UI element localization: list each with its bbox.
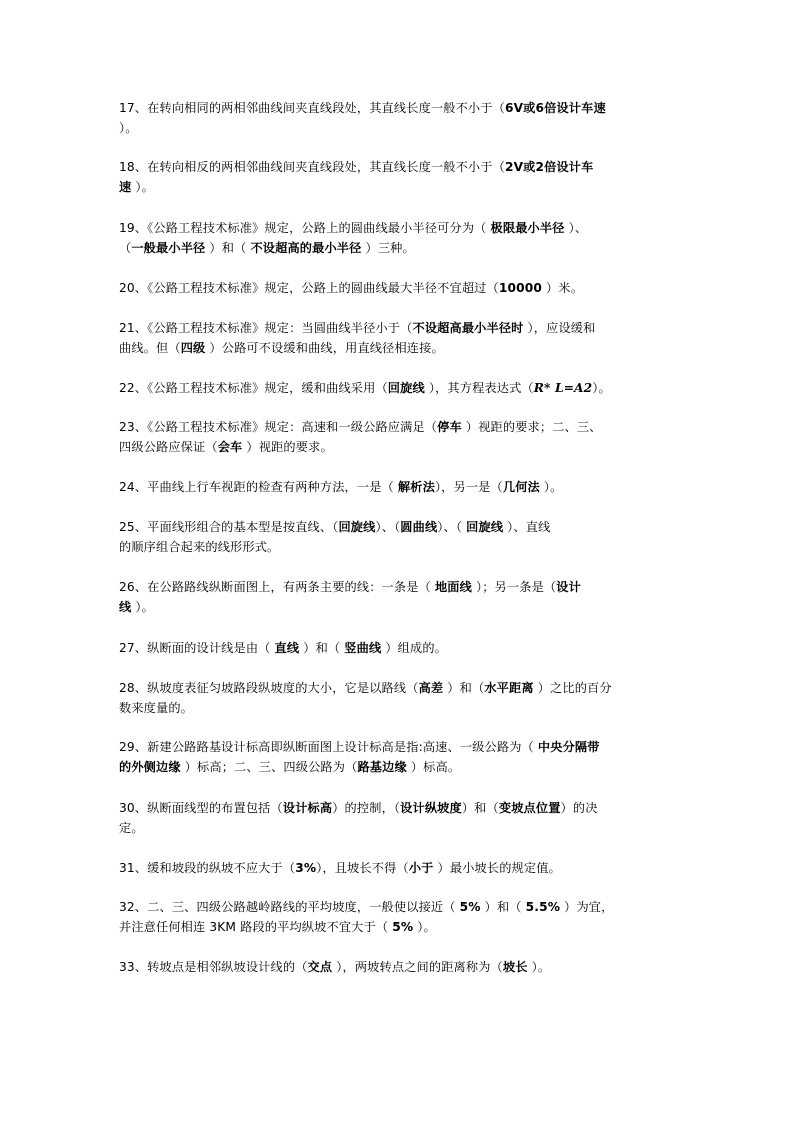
- question-text: 四级公路应保证（: [119, 440, 218, 454]
- answer-text: 速: [119, 180, 132, 194]
- question-31: [119, 858, 683, 878]
- question-text: ）的决: [560, 801, 598, 815]
- question-27: [119, 638, 683, 658]
- question-text: ），其方程表达式（: [424, 381, 534, 395]
- question-text: ）和（: [205, 241, 251, 255]
- question-text: ），另一是（: [434, 480, 503, 494]
- question-text: ）之比的百分: [533, 681, 612, 695]
- question-line: [119, 177, 683, 197]
- answer-text: 的外侧边缘: [119, 760, 181, 774]
- question-line: [119, 417, 683, 437]
- answer-text: 一般最小半径: [131, 241, 206, 255]
- question-text: （: [119, 241, 132, 255]
- question-text: ）标高；二、三、四级公路为（: [180, 760, 358, 774]
- answer-text: 不设超高的最小半径: [250, 241, 362, 255]
- answer-text: 几何法: [502, 480, 540, 494]
- question-text: 定。: [119, 821, 144, 835]
- question-text: ），应设缓和: [523, 321, 596, 335]
- answer-text: 2V或2倍设计车: [504, 160, 594, 174]
- question-text: 数来度量的。: [119, 701, 194, 715]
- question-text: 22、《公路工程技术标准》规定，缓和曲线采用（: [119, 381, 388, 395]
- answer-text: 设计纵坡度: [400, 801, 462, 815]
- question-text: ）和（: [461, 801, 499, 815]
- question-line: [119, 238, 683, 258]
- question-line: [119, 757, 683, 777]
- question-line: [119, 737, 683, 757]
- question-text: ）。: [592, 381, 611, 395]
- question-text: ）为宜，: [560, 900, 614, 914]
- question-22: [119, 378, 683, 398]
- answer-text: 10000: [498, 281, 542, 295]
- question-line: [119, 537, 683, 557]
- question-text: ）、: [564, 221, 588, 235]
- question-18: [119, 157, 683, 197]
- question-text: ）、直线: [503, 520, 551, 534]
- answer-text: 四级: [180, 341, 206, 355]
- question-19: [119, 218, 683, 258]
- question-line: [119, 818, 683, 838]
- question-25: [119, 517, 683, 557]
- answer-text: 直线: [274, 641, 300, 655]
- answer-text: 圆曲线: [400, 520, 438, 534]
- question-line: [119, 378, 683, 398]
- question-text: ）。: [131, 600, 154, 614]
- question-line: [119, 318, 683, 338]
- answer-text: 5%: [459, 900, 481, 914]
- question-text: 24、平曲线上行车视距的检查有两种方法，一是（: [119, 480, 398, 494]
- question-32: [119, 897, 683, 937]
- question-text: 23、《公路工程技术标准》规定：高速和一级公路应满足（: [119, 420, 438, 434]
- answer-text: 5%: [392, 920, 414, 934]
- question-text: 20、《公路工程技术标准》规定，公路上的圆曲线最大半径不宜超过（: [119, 281, 499, 295]
- question-26: [119, 577, 683, 617]
- question-text: ）组成的。: [381, 641, 448, 655]
- question-text: 27、纵断面的设计线是由（: [119, 641, 275, 655]
- question-text: 25、平面线形组合的基本型是按直线、（: [119, 520, 339, 534]
- question-text: 26、在公路路线纵断面图上，有两条主要的线：一条是（: [119, 580, 435, 594]
- question-text: 30、纵断面线型的布置包括（: [119, 801, 283, 815]
- question-text: ）。: [413, 920, 436, 934]
- question-text: ）。: [119, 121, 138, 135]
- question-text: ）三种。: [361, 241, 415, 255]
- question-text: 的顺序组合起来的线形形式。: [119, 540, 280, 554]
- question-line: [119, 98, 683, 118]
- question-text: ）和（: [480, 900, 526, 914]
- question-text: ）视距的要求。: [242, 440, 333, 454]
- question-text: ）。: [131, 180, 154, 194]
- question-text: 29、新建公路路基设计标高即纵断面图上设计标高是指:高速、一级公路为（: [119, 740, 538, 754]
- answer-text: 变坡点位置: [498, 801, 561, 815]
- question-text: 31、缓和坡段的纵坡不应大于（: [119, 861, 296, 875]
- answer-text: 交点: [307, 960, 333, 974]
- answer-text: 解析法: [397, 480, 435, 494]
- question-line: [119, 597, 683, 617]
- question-text: 21、《公路工程技术标准》规定：当圆曲线半径小于（: [119, 321, 413, 335]
- answer-text: 小于: [408, 861, 434, 875]
- question-line: [119, 858, 683, 878]
- question-text: ）、（: [437, 520, 467, 534]
- question-text: ）。: [539, 480, 563, 494]
- question-line: [119, 638, 683, 658]
- answer-text: 设计标高: [282, 801, 333, 815]
- question-text: ），且坡长不得（: [316, 861, 409, 875]
- question-text: ）最小坡长的规定值。: [433, 861, 561, 875]
- question-line: [119, 338, 683, 358]
- question-line: [119, 517, 683, 537]
- question-24: [119, 477, 683, 497]
- question-line: [119, 118, 683, 138]
- question-line: [119, 698, 683, 718]
- answer-text: 线: [119, 600, 132, 614]
- question-28: [119, 678, 683, 718]
- answer-text: 回旋线: [387, 381, 425, 395]
- question-line: [119, 917, 683, 937]
- answer-text: 停车: [437, 420, 462, 434]
- question-line: [119, 957, 683, 977]
- answer-text: 水平距离: [484, 681, 534, 695]
- answer-text: 中央分隔带: [537, 740, 600, 754]
- question-text: 并注意任何相连 3KM 路段的平均纵坡不宜大于（: [119, 920, 393, 934]
- question-text: ）视距的要求；二、三、: [461, 420, 602, 434]
- answer-text: 高差: [418, 681, 444, 695]
- question-line: [119, 897, 683, 917]
- question-text: 18、在转向相反的两相邻曲线间夹直线段处，其直线长度一般不小于（: [119, 160, 505, 174]
- question-text: ）的控制，（: [332, 801, 401, 815]
- question-17: [119, 98, 683, 138]
- answer-text: 极限最小半径: [490, 221, 565, 235]
- question-23: [119, 417, 683, 457]
- question-line: [119, 477, 683, 497]
- question-text: ）标高。: [406, 760, 461, 774]
- answer-text: 回旋线: [466, 520, 504, 534]
- question-line: [119, 278, 683, 298]
- question-text: ）和（: [443, 681, 485, 695]
- answer-text: 3%: [295, 861, 317, 875]
- question-text: 32、二、三、四级公路越岭路线的平均坡度，一般使以接近（: [119, 900, 460, 914]
- question-text: ）米。: [542, 281, 584, 295]
- question-text: 曲线。但（: [119, 341, 181, 355]
- answer-text: 地面线: [434, 580, 472, 594]
- question-text: 17、在转向相同的两相邻曲线间夹直线段处，其直线长度一般不小于（: [119, 101, 505, 115]
- answer-text: 回旋线: [338, 520, 376, 534]
- answer-text: 6V或6倍设计车速: [504, 101, 606, 115]
- question-line: [119, 157, 683, 177]
- question-text: 33、转坡点是相邻纵坡设计线的（: [119, 960, 308, 974]
- question-line: [119, 678, 683, 698]
- question-line: [119, 437, 683, 457]
- question-text: ）；另一条是（: [471, 580, 557, 594]
- answer-text: 会车: [217, 440, 243, 454]
- question-line: [119, 798, 683, 818]
- question-text: ），两坡转点之间的距离称为（: [332, 960, 503, 974]
- question-text: ）和（: [299, 641, 345, 655]
- formula-text: R* L=A2: [533, 381, 593, 395]
- question-text: ）公路可不设缓和曲线，用直线径相连接。: [205, 341, 444, 355]
- answer-text: 设计: [556, 580, 581, 594]
- question-line: [119, 218, 683, 238]
- question-21: [119, 318, 683, 358]
- question-text: ）。: [527, 960, 551, 974]
- question-text: ）、（: [375, 520, 401, 534]
- answer-text: 竖曲线: [344, 641, 382, 655]
- answer-text: 路基边缘: [357, 760, 407, 774]
- question-20: [119, 278, 683, 298]
- answer-text: 不设超高最小半径时: [412, 321, 524, 335]
- question-text: 19、《公路工程技术标准》规定，公路上的圆曲线最小半径可分为（: [119, 221, 491, 235]
- question-line: [119, 577, 683, 597]
- question-text: 28、纵坡度表征匀坡路段纵坡度的大小，它是以路线（: [119, 681, 419, 695]
- question-33: [119, 957, 683, 977]
- answer-text: 坡长: [502, 960, 528, 974]
- answer-text: 5.5%: [525, 900, 561, 914]
- question-30: [119, 798, 683, 838]
- question-29: [119, 737, 683, 777]
